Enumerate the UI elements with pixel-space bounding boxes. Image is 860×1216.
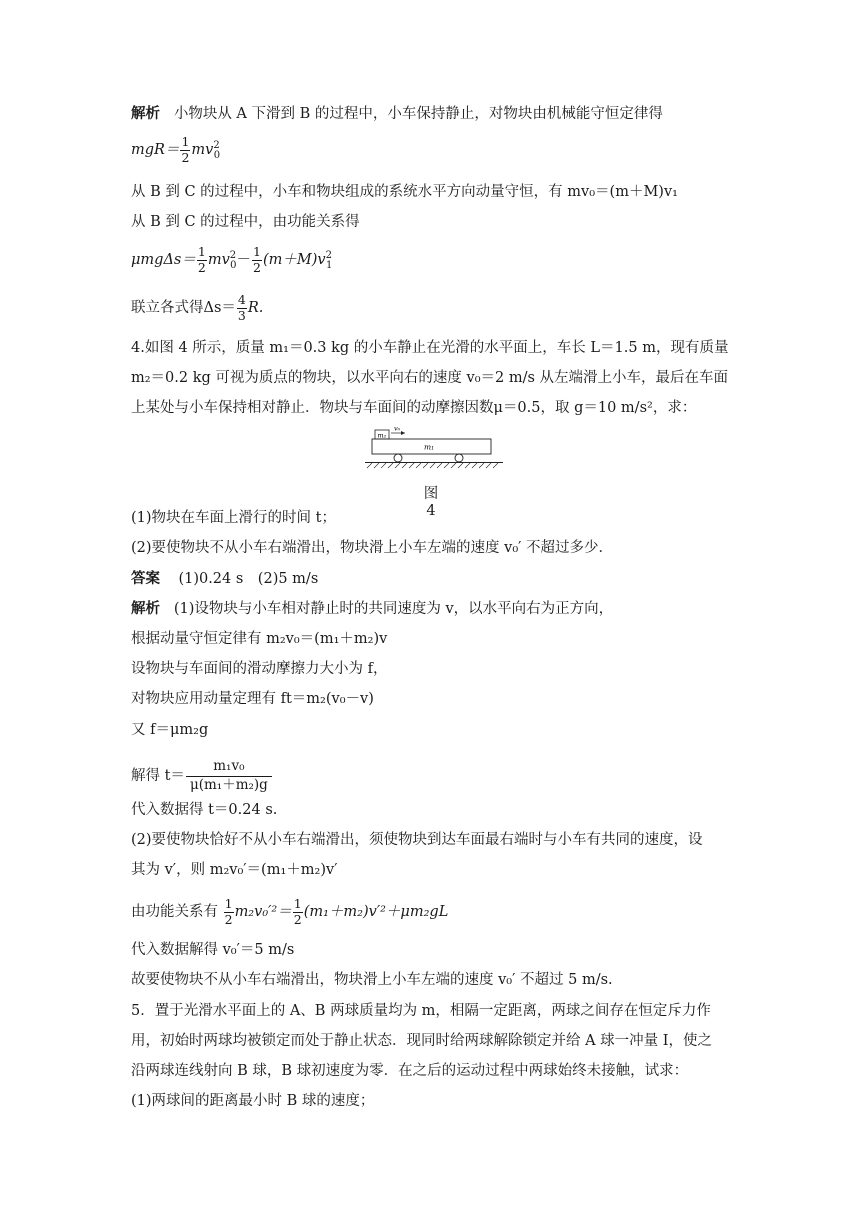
- num: 1: [293, 896, 302, 911]
- sub: 0: [213, 149, 221, 161]
- problem-5-line-3: 沿两球连线射向 B 球，B 球初速度为零．在之后的运动过程中两球始终未接触，试求：: [131, 1063, 689, 1079]
- sup: 2: [229, 250, 237, 262]
- eq-part: mv: [207, 252, 230, 268]
- line-friction-formula: 又 f＝μm₂g: [131, 722, 209, 738]
- eq-part: 解得 t＝: [131, 768, 185, 784]
- fraction-half: [197, 246, 207, 274]
- text: 小物块从 A 下滑到 B 的过程中，小车保持静止，对物块由机械能守恒定律得: [173, 106, 663, 122]
- label-v0: v₀: [394, 426, 401, 433]
- line-friction: 设物块与车面间的滑动摩擦力大小为 f，: [131, 661, 388, 677]
- den: 2: [181, 149, 190, 165]
- line-momentum-conservation: 根据动量守恒定律有 m₂v₀＝(m₁＋m₂)v: [131, 631, 388, 647]
- fraction-half: [293, 898, 303, 926]
- eq-part: －: [236, 252, 252, 268]
- line-part2-1: (2)要使物块恰好不从小车右端滑出，须使物块到达车面最右端时与小车有共同的速度，设: [131, 832, 703, 848]
- wheel-right: [455, 454, 463, 462]
- fraction-half: [180, 136, 190, 164]
- num: 1: [197, 244, 206, 259]
- problem-5-line-1: 5．置于光滑水平面上的 A、B 两球质量均为 m，相隔一定距离，两球之间存在恒定斥力作: [131, 1003, 711, 1019]
- answer-text: (1)0.24 s (2)5 m/s: [178, 571, 319, 587]
- line-v0-result: 代入数据解得 v₀′＝5 m/s: [131, 942, 295, 958]
- line-part2-2: 其为 v′，则 m₂v₀′＝(m₁＋m₂)v′: [131, 862, 338, 878]
- line-conclusion: 故要使物块不从小车右端滑出，物块滑上小车左端的速度 v₀′ 不超过 5 m/s.: [131, 972, 613, 988]
- den: 2: [293, 911, 302, 927]
- answer-line: [131, 569, 318, 589]
- sub: 0: [230, 259, 237, 271]
- line-impulse: 对物块应用动量定理有 ft＝m₂(v₀－v): [131, 691, 374, 707]
- problem-5-line-2: 用，初始时两球均被锁定而处于静止状态．现同时给两球解除锁定并给 A 球一冲量 I，使之: [131, 1033, 713, 1049]
- line-result-delta-s: [131, 294, 263, 322]
- answer-label: 答案: [131, 571, 160, 587]
- eq-part: μmgΔs＝: [131, 252, 196, 268]
- equation-energy-conservation: [131, 136, 220, 164]
- fraction-four-thirds: [237, 294, 247, 322]
- sub: 1: [325, 259, 333, 271]
- line-analysis-2: [131, 599, 613, 619]
- question-2: (2)要使物块不从小车右端滑出，物块滑上小车左端的速度 v₀′ 不超过多少．: [131, 540, 614, 556]
- analysis-label: 解析: [131, 106, 160, 122]
- eq-part: R.: [247, 300, 264, 316]
- eq-part: mgR＝: [131, 142, 180, 158]
- num: 1: [253, 244, 261, 259]
- eq-part: (m₁＋m₂)v′²＋μm₂gL: [303, 904, 449, 920]
- problem-4-line-1: 4.如图 4 所示，质量 m₁＝0.3 kg 的小车静止在光滑的水平面上，车长 L＝1.5 m，现有质量: [131, 340, 729, 356]
- equation-time: [131, 758, 273, 794]
- arrow-head: [401, 431, 405, 435]
- num: 4: [237, 292, 246, 307]
- ground-hatching: [367, 463, 498, 468]
- figure-4-cart-diagram: [364, 426, 504, 470]
- wheel-left: [394, 454, 402, 462]
- eq-part: (m＋M)v: [262, 252, 326, 268]
- num: m₁v₀: [186, 758, 272, 777]
- figure-caption: 图 4: [423, 486, 439, 519]
- eq-part: 由功能关系有: [131, 904, 218, 920]
- sup: 2: [325, 250, 332, 262]
- question-1: (1)物块在车面上滑行的时间 t；: [131, 510, 336, 526]
- fraction-half: [224, 898, 234, 926]
- den: 2: [224, 911, 233, 927]
- fraction-half: [252, 246, 262, 274]
- den: 2: [253, 259, 261, 275]
- problem-4-line-3: 上某处与小车保持相对静止．物块与车面间的动摩擦因数μ＝0.5，取 g＝10 m/s²，求：: [131, 400, 697, 416]
- problem-4-line-2: m₂＝0.2 kg 可视为质点的物块，以水平向右的速度 v₀＝2 m/s 从左端滑上小车，最后在车面: [131, 370, 729, 386]
- line-function-relation: 从 B 到 C 的过程中，由功能关系得: [131, 214, 360, 230]
- eq-part: mv: [191, 142, 214, 158]
- num: 1: [224, 896, 233, 911]
- fraction-time: [186, 758, 272, 794]
- label-m1: m₁: [424, 442, 435, 452]
- eq-part: m₂v₀′²＝: [234, 904, 292, 920]
- label-m2: m₂: [377, 431, 387, 440]
- line-momentum: 从 B 到 C 的过程中，小车和物块组成的系统水平方向动量守恒，有 mv₀＝(m＋M)v₁: [131, 184, 678, 200]
- den: 2: [197, 259, 206, 275]
- equation-friction-work: [131, 246, 332, 274]
- sup: 2: [213, 140, 220, 152]
- num: 1: [181, 134, 190, 149]
- den: 3: [237, 307, 246, 323]
- den: μ(m₁＋m₂)g: [189, 776, 268, 793]
- line-time-result: 代入数据得 t＝0.24 s.: [131, 802, 278, 818]
- equation-energy-part2: [131, 898, 448, 926]
- problem-5-question-1: (1)两球间的距离最小时 B 球的速度；: [131, 1093, 375, 1109]
- eq-part: 联立各式得Δs＝: [131, 300, 236, 316]
- line-analysis-1: [131, 104, 663, 124]
- analysis-label: 解析: [131, 601, 160, 617]
- text: (1)设物块与小车相对静止时的共同速度为 v，以水平向右为正方向，: [173, 601, 614, 617]
